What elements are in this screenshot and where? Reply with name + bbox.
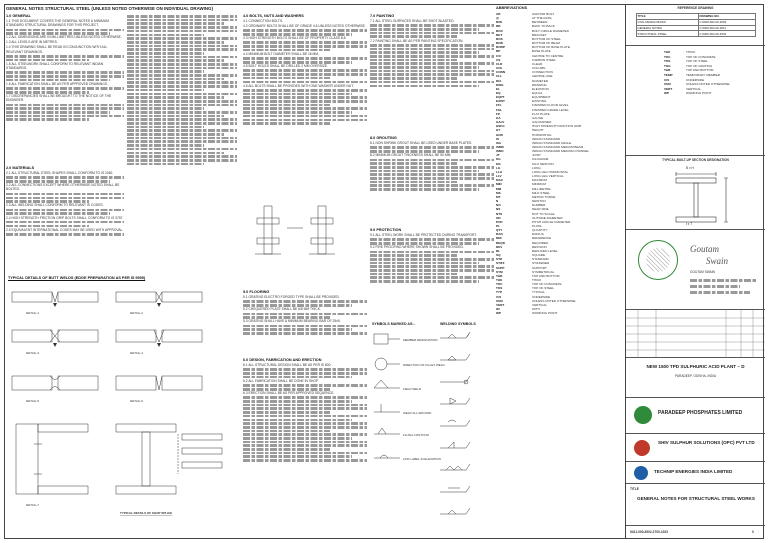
- abbreviation-value: HIGH STRENGTH FRICTION GRIP: [532, 124, 582, 129]
- note-line: 4.1 CONNECTION BOLTS.: [243, 19, 284, 23]
- abbreviation-key: PL: [496, 223, 500, 228]
- abbreviation-key: BOS: [496, 36, 503, 41]
- abbreviation-value: FINISHED FLOOR LEVEL: [532, 103, 569, 108]
- abbreviation-key: HOR: [496, 132, 503, 137]
- note-line: 1.2 ALL DIMENSIONS ARE IN MILLIMETRES UNLESS NOTED OTHERWISE.: [6, 35, 122, 40]
- abbreviation-key: MS: [496, 190, 501, 195]
- butt-weld-details-drawing: [6, 284, 246, 534]
- abbreviations-title: ABBREVIATIONS: [496, 6, 528, 10]
- abbreviation-value: BOTTOM OF BEAM: [532, 41, 560, 46]
- abbreviation-value: AT THE RATE: [532, 16, 552, 21]
- reference-table: [636, 13, 756, 37]
- note-line: 4.6 ALL BOLTS SHALL BE PROVIDED WITH ONE WASHER UNDER NUT.: [243, 83, 354, 88]
- note-line: 1.4 THIS DRAWING SHALL BE READ IN CONJUNCTION WITH ALL RELEVANT DRAWINGS.: [6, 45, 108, 54]
- note-line: 1.5 ALL STEELWORK SHALL CONFORM TO RELEVANT INDIAN STANDARDS.: [6, 61, 104, 71]
- note-line: 1.6 ALL FABRICATION SHALL BE AS PER APPROVED DRAWINGS.: [6, 81, 108, 86]
- abbreviation-key: ISMB: [496, 145, 504, 149]
- weld-symbol-drawings: [370, 330, 494, 530]
- note-line: 4.3 HIGH STRENGTH BOLTS SHALL BE OF PROPERTY CLASS 8.8.: [243, 36, 347, 41]
- weld-symbols-legend: [370, 322, 494, 536]
- builtup-section-sketch: [646, 172, 746, 228]
- legend-value: TOP OF STEEL: [686, 59, 709, 64]
- note-line: 2.3 ALL WELDING SHALL CONFORM TO RELEVANT IS CODES.: [6, 203, 104, 208]
- abbreviation-value: TOP OF CONCRETE: [532, 282, 562, 287]
- detail-label: DETAIL-3: [26, 351, 39, 355]
- symbol-label: WELD ALL AROUND: [403, 411, 432, 415]
- abbreviation-key: BB: [496, 24, 501, 29]
- legend-key: VERT: [664, 86, 673, 91]
- project-location: PARADEEP, ODISHA, INDIA: [675, 374, 716, 378]
- legend-value: WORKING POINT: [686, 91, 712, 96]
- abbreviation-key: KG: [496, 157, 501, 162]
- abbreviation-value: KILOGRAM: [532, 157, 549, 162]
- revision-number: 0: [752, 530, 754, 534]
- legend-value: TOP OF GRATING: [686, 63, 713, 68]
- abbreviation-value: METRIC TONNE: [532, 194, 556, 199]
- abbreviation-value: ELEVATION: [532, 86, 549, 91]
- abbreviation-value: MILLIMETRE: [532, 186, 551, 191]
- note-line: 2.5 EQUIVALENT INTERNATIONAL CODES MAY BE USED WITH APPROVAL.: [6, 227, 124, 232]
- note-line: 9.1 ALL STEEL WORK SHALL BE PROTECTED DURING TRANSPORT.: [370, 233, 477, 237]
- abbreviation-value: CLEAR: [532, 61, 543, 66]
- hatch-pattern: [646, 248, 670, 272]
- abbreviation-value: NEAR SIDE: [532, 207, 549, 212]
- abbreviation-key: LG: [496, 165, 501, 170]
- abbreviation-key: BKT: [496, 32, 503, 37]
- ref-cell: C:0000-002-00-2011: [698, 25, 755, 31]
- abbreviation-value: MAXIMUM: [532, 178, 547, 183]
- abbreviation-value: STIFFENER: [532, 261, 550, 266]
- technip-logo-icon: [634, 466, 648, 480]
- detail-label: DETAIL-7: [26, 503, 39, 507]
- abbreviation-value: NEWTON: [532, 199, 546, 204]
- company-box-3: [626, 462, 765, 484]
- abbreviation-value: PITCH CIRCLE DIAMETER: [532, 219, 571, 224]
- abbreviation-key: REF: [496, 236, 503, 241]
- project-title: NEW 1500 TPD SULPHURIC ACID PLANT – D: [646, 364, 745, 369]
- abbreviation-key: EL: [496, 86, 500, 91]
- legend-value: THICK: [686, 50, 696, 54]
- abbreviation-key: DWG: [496, 82, 504, 87]
- abbreviation-key: ISMC: [496, 149, 504, 154]
- drawing-title-label: TITLE: [630, 487, 639, 491]
- abbreviation-key: KN: [496, 161, 501, 166]
- reference-heading: REFERENCE DRAWING: [677, 6, 714, 10]
- section-legend-box: [626, 46, 765, 156]
- abbreviation-value: DRAWING: [532, 82, 547, 87]
- legend-key: TEMP: [664, 72, 673, 77]
- section-bolts: [243, 14, 367, 196]
- section-grouting: [370, 136, 494, 226]
- abbreviation-key: EQ: [496, 90, 501, 95]
- company-box-2: [626, 434, 765, 462]
- abbreviation-value: TOP OF STEEL: [532, 286, 555, 291]
- abbreviation-key: FGL: [496, 107, 503, 112]
- ref-cell: C:0000-002-00-2003: [698, 19, 755, 25]
- section-heading: 1.0 GENERAL: [6, 14, 31, 18]
- abbreviation-value: WORKING POINT: [532, 311, 558, 316]
- abbreviation-key: N: [496, 199, 499, 204]
- abbreviation-key: REV: [496, 244, 503, 249]
- abbreviation-key: B/W: [496, 20, 503, 25]
- legend-value: UNLESS NOTED OTHERWISE: [686, 82, 730, 87]
- abbreviations-list: [496, 6, 624, 538]
- abbreviation-key: UNO: [496, 298, 503, 303]
- abbreviation-value: THICK: [532, 278, 542, 282]
- note-line: 2.4 HIGH STRENGTH FRICTION GRIP BOLTS SHALL CONFORM TO IS 3757.: [6, 215, 124, 220]
- abbreviation-value: CONNECTION: [532, 70, 553, 75]
- note-line: 2.2 ALL CONNECTIONS EXCEPT WHERE OTHERWISE NOTED SHALL BE BOLTED.: [6, 183, 120, 192]
- note-line: 5.1 GRATING ELECTRO FORGED TYPE SHALL BE PROVIDED.: [243, 295, 340, 299]
- abbreviation-value: NOT TO SCALE: [532, 211, 555, 216]
- abbreviation-value: QUANTITY: [532, 228, 548, 233]
- detail-label: DETAIL-1: [26, 311, 39, 315]
- abbreviation-value: CENTRE LINE: [532, 74, 553, 79]
- table-row: [636, 31, 755, 37]
- ref-col-header: DRAWING NO.: [698, 14, 755, 20]
- legend-key: WP: [664, 91, 669, 96]
- note-line: 7.1 ALL STEEL SURFACES SHALL BE SHOT BLASTED.: [370, 19, 455, 23]
- legend-item: [664, 91, 754, 96]
- abbreviation-value: EQUAL: [532, 90, 543, 95]
- abbreviation-key: IS: [496, 136, 499, 141]
- abbreviation-key: @: [496, 16, 500, 21]
- abbreviation-key: GALV: [496, 120, 505, 125]
- symbols-title: SYMBOLS MARKED AS:-: [372, 322, 415, 326]
- note-line: 6.2 ALL FABRICATION SHALL BE DONE IN SHOP.: [243, 378, 319, 383]
- abbreviation-key: FP: [496, 111, 500, 116]
- abbreviation-value: BOTTOM OF BASE PLATE: [532, 45, 570, 50]
- abbreviation-value: TOP AND BOTTOM: [532, 273, 560, 278]
- abbreviation-value: BASE PLATE: [532, 49, 551, 54]
- bolt-sketch: [247, 198, 365, 288]
- abbreviation-value: EQUIPMENT: [532, 95, 551, 100]
- abbreviation-key: SUPP: [496, 265, 505, 270]
- client-signature-name: Goutam: [690, 244, 719, 254]
- abbreviation-key: U/S: [496, 294, 502, 299]
- abbreviation-value: REVISION: [532, 244, 547, 249]
- symbol-label: DIRECTION OF FILLET WELD: [403, 363, 445, 367]
- abbreviation-value: GALVANISED: [532, 120, 552, 125]
- legend-value: TOP OF CONCRETE: [686, 54, 716, 59]
- abbreviation-key: EQPT: [496, 95, 505, 100]
- legend-key: TOS: [664, 59, 671, 64]
- section-flooring: [243, 290, 367, 356]
- abbreviation-value: REFERENCE: [532, 236, 552, 241]
- abbreviation-value: STANDARD: [532, 257, 549, 262]
- legend-key: UNO: [664, 82, 671, 87]
- abbreviation-key: NO: [496, 203, 501, 208]
- revision-grid: [626, 310, 765, 358]
- legend-key: TOC: [664, 54, 671, 59]
- drawing-number-box: [626, 526, 765, 539]
- symbol-label: FIELD WELD: [403, 387, 422, 391]
- abbreviation-item: [496, 311, 624, 315]
- abbreviation-value: BACK TO BACK: [532, 24, 555, 29]
- section-legend-rows: [664, 50, 754, 96]
- abbreviation-value: EXISTING: [532, 99, 547, 104]
- section-protection: [370, 228, 494, 320]
- detail-label: DETAIL-5: [26, 399, 39, 403]
- note-line: 2.1 ALL STRUCTURAL STEEL SHAPES SHALL CONFORM TO IS 2062.: [6, 171, 114, 175]
- abbreviation-value: HEIGHT: [532, 128, 544, 133]
- abbreviation-value: BOTTOM OF STEEL: [532, 36, 561, 41]
- builtup-heading: TYPICAL BUILT-UP SECTION DESIGNATION: [662, 158, 729, 162]
- symbol-label: MEMBER DESIGNATION: [403, 338, 438, 342]
- revision-box: [626, 310, 765, 358]
- section-design: [243, 358, 367, 536]
- company-2-name: SHIV SULPHUR SOLUTIONS (OPC) PVT LTD: [658, 440, 755, 445]
- abbreviation-value: DIAMETER: [532, 78, 548, 83]
- abbreviation-value: CARBON STEEL: [532, 57, 556, 62]
- abbreviation-key: HSFG: [496, 124, 505, 129]
- abbreviation-value: PLATE: [532, 223, 542, 228]
- note-line: 7.2 PAINTING SHALL BE AS PER PAINTING SPECIFICATION.: [370, 38, 464, 43]
- company-1-name: PARADEEP PHOSPHATES LIMITED: [658, 410, 743, 416]
- company-box-1: [626, 398, 765, 434]
- legend-value: TOP AND BOTTOM: [686, 68, 714, 73]
- note-line: 6.1 ALL STRUCTURAL DESIGN SHALL BE AS PER IS 800.: [243, 363, 332, 367]
- abbreviation-key: CLL: [496, 74, 503, 79]
- note-line: 5.2 CHEQUERED PLATE SHALL BE 6/8 MM THICK.: [243, 307, 321, 312]
- abbreviation-value: BOLT CIRCLE DIAMETER: [532, 28, 569, 33]
- project-box: [626, 358, 765, 398]
- note-line: 1.1 THIS DOCUMENT COVERS THE GENERAL NOTES & MINIMUM STANDARD STRUCTURAL DRAWINGS FOR THIS PROJECT.: [6, 19, 109, 28]
- abbreviation-value: VERTICAL: [532, 302, 548, 307]
- shiv-logo-icon: [634, 440, 650, 456]
- abbreviation-key: SYM: [496, 269, 503, 274]
- abbreviations-rows: [496, 12, 624, 315]
- abbreviation-key: BCD: [496, 28, 503, 33]
- legend-key: T&B: [664, 68, 671, 73]
- note-line: 9.2 FIRE PROOFING WHERE SHOWN SHALL BE PROVIDED.: [370, 245, 464, 250]
- abbreviation-value: HORIZONTAL: [532, 132, 552, 137]
- abbreviation-key: ISA: [496, 140, 502, 145]
- ref-cell: C:0000-002-00-4502: [698, 31, 755, 37]
- abbreviation-value: GAUGE: [532, 115, 544, 120]
- note-line: 1.7 DISCREPANCIES SHALL BE BROUGHT TO THE NOTICE OF THE ENGINEER.: [6, 94, 112, 103]
- note-line: 8.2 MINIMUM GROUT THICKNESS SHALL BE 50 MM.: [370, 153, 452, 158]
- abbreviation-key: MM: [496, 186, 502, 191]
- abbreviation-key: WP: [496, 311, 501, 316]
- abbreviation-value: RADIUS: [532, 232, 544, 237]
- abbreviation-key: GA: [496, 115, 501, 120]
- section-heading: 8.0 GROUTING: [370, 136, 397, 140]
- abbreviation-value: INDIAN STANDARD MEDIUM BEAM: [532, 145, 584, 149]
- weld-symbols-title: WELDING SYMBOLS: [440, 322, 476, 326]
- abbreviation-key: FFL: [496, 103, 502, 108]
- ref-cell: CIVIL DESIGN BASIS: [636, 19, 698, 25]
- ref-col-header: TITLE: [636, 14, 698, 20]
- note-line: 5.3 GRATING SHALL HAVE A MINIMUM BEARING BAR OF 25x5.: [243, 319, 341, 324]
- abbreviation-value: JOINT: [532, 153, 541, 158]
- section-painting: [370, 14, 494, 134]
- paradeep-logo-icon: [634, 406, 652, 424]
- client-box: [626, 230, 765, 310]
- abbreviation-value: LONG: [532, 165, 541, 170]
- abbreviation-key: TOS: [496, 286, 503, 291]
- abbreviation-value: SYMMETRICAL: [532, 269, 555, 274]
- abbreviation-key: W/: [496, 307, 500, 312]
- builtup-dimension-bottom: t x T: [686, 222, 693, 226]
- section-heading: 2.0 MATERIALS: [6, 166, 35, 170]
- abbreviation-value: MILD STEEL: [532, 190, 551, 195]
- abbreviation-value: BETWEEN: [532, 20, 548, 25]
- note-line: 4.2 ORDINARY BOLTS SHALL BE OF GRADE 4.6 UNLESS NOTED OTHERWISE.: [243, 23, 366, 28]
- abbreviation-key: NTS: [496, 211, 503, 216]
- abbreviation-value: KILO NEWTON: [532, 161, 554, 166]
- section-materials: [6, 166, 124, 272]
- abbreviation-key: STIFF: [496, 261, 505, 266]
- abbreviation-key: LLV: [496, 174, 502, 179]
- abbreviation-key: JT: [496, 153, 500, 158]
- legend-value: TEMPORARY MEMBER: [686, 72, 720, 77]
- note-line: 4.4 MINIMUM BOLT DIAMETER SHALL BE 16 MM.: [243, 51, 319, 56]
- client-signature-name2: Swain: [706, 256, 729, 266]
- abbreviation-key: MIN: [496, 182, 502, 187]
- abbreviation-value: ANCHOR BOLT: [532, 12, 555, 16]
- ref-cell: STRUCTURAL STEEL: [636, 31, 698, 37]
- weld-details-caption: TYPICAL DETAILS OF BUTT WELDS (EDGE PREPARATION AS PER IS 9595): [8, 276, 146, 280]
- abbreviation-key: CS: [496, 57, 501, 62]
- abbreviation-key: PCD: [496, 219, 503, 224]
- abbreviation-value: MINIMUM: [532, 182, 546, 187]
- abbreviation-value: INDIAN STANDARD MEDIUM CHANNEL: [532, 149, 590, 154]
- legend-key: U/S: [664, 77, 670, 82]
- abbreviation-key: T&B: [496, 273, 503, 278]
- abbreviation-key: EXIST: [496, 99, 505, 104]
- abbreviation-key: MT: [496, 194, 501, 199]
- abbreviation-key: VERT: [496, 302, 505, 307]
- section-heading: 6.0 DESIGN, FABRICATION AND ERECTION: [243, 358, 322, 362]
- abbreviation-key: THK: [496, 278, 503, 282]
- abbreviation-key: HT: [496, 128, 501, 133]
- builtup-dimension-top: B x H: [686, 166, 694, 170]
- client-sub: GOUTAM SWAIN: [690, 270, 715, 274]
- legend-value: VERTICAL: [686, 86, 702, 91]
- abbreviation-value: FINISHED GRADE LEVEL: [532, 107, 569, 112]
- reference-drawing-box: [626, 4, 765, 46]
- symbol-label: LINK LABEL IN ELEVATION: [403, 457, 441, 461]
- abbreviation-value: REDUCED LEVEL: [532, 248, 558, 253]
- note-line: 1.3 ALL LEVELS ARE IN METRES.: [6, 40, 58, 45]
- abbreviation-value: LONG LEG HORIZONTAL: [532, 169, 569, 174]
- abbreviation-key: LLH: [496, 169, 503, 174]
- abbreviation-value: REQUIRED: [532, 240, 549, 245]
- title-block: [625, 4, 764, 539]
- abbreviation-key: AB: [496, 12, 501, 16]
- abbreviation-key: RAD: [496, 232, 503, 237]
- note-line: 8.1 NON SHRINK GROUT SHALL BE USED UNDER BASE PLATES.: [370, 141, 473, 145]
- abbreviation-key: STD: [496, 257, 503, 262]
- abbreviation-value: LONG LEG VERTICAL: [532, 174, 564, 179]
- section-heading: 9.0 PROTECTION: [370, 228, 402, 232]
- abbreviation-key: DIA: [496, 78, 502, 83]
- abbreviation-key: TOC: [496, 282, 503, 287]
- sheet-title: GENERAL NOTES STRUCTURAL STEEL (UNLESS NOTED OTHERWISE ON INDIVIDUAL DRAWING): [6, 6, 213, 11]
- note-line: 4.5 BOLT HOLES SHALL BE DRILLED 2 MM OVERSIZE.: [243, 64, 328, 69]
- note-line: 6.3 ERECTION SHALL BE AS PER APPROVED SEQUENCE.: [243, 391, 335, 396]
- abbreviation-key: REQD: [496, 240, 505, 245]
- section-general: [6, 14, 124, 164]
- abbreviation-value: FLAT PLATE: [532, 111, 550, 116]
- abbreviation-key: CONN: [496, 70, 506, 75]
- abbreviation-key: CLR: [496, 61, 503, 66]
- section-general-cont: [127, 14, 237, 272]
- abbreviation-value: CENTRE TO CENTRE: [532, 53, 564, 58]
- detail-label: DETAIL-6: [130, 399, 143, 403]
- abbreviation-value: UNLESS NOTED OTHERWISE: [532, 298, 576, 303]
- abbreviation-value: TYPICAL: [532, 290, 545, 295]
- abbreviation-value: OUTSIDE DIAMETER: [532, 215, 563, 220]
- abbreviation-value: INDIAN STANDARD: [532, 136, 561, 141]
- shop-splice-caption: TYPICAL DETAILS OF SHOP SPLICE: [120, 511, 173, 515]
- abbreviation-key: C/C: [496, 53, 502, 58]
- abbreviation-key: OD: [496, 215, 501, 220]
- drawing-number: 5421-000-4502-2700-1023: [630, 530, 668, 534]
- abbreviation-key: BOBP: [496, 45, 505, 50]
- abbreviation-value: BRACKET: [532, 32, 547, 37]
- company-3-name: TECHNIP ENERGIES INDIA LIMITED: [654, 469, 733, 474]
- abbreviation-value: NUMBER: [532, 203, 546, 208]
- abbreviation-key: COL: [496, 66, 503, 71]
- legend-key: THK: [664, 50, 671, 54]
- drawing-title: GENERAL NOTES FOR STRUCTURAL STEEL WORKS: [637, 496, 755, 501]
- abbreviation-key: TYP: [496, 290, 503, 295]
- abbreviation-value: SQUARE: [532, 253, 546, 258]
- abbreviation-key: SQ: [496, 253, 501, 258]
- symbol-label: FLUSH CONTOUR: [403, 433, 429, 437]
- abbreviation-key: MAX: [496, 178, 503, 183]
- section-heading: 5.0 FLOORING: [243, 290, 270, 294]
- detail-label: DETAIL-4: [130, 351, 143, 355]
- abbreviation-value: COLUMN: [532, 66, 546, 71]
- section-heading: 4.0 BOLTS, NUTS AND WASHERS: [243, 14, 304, 18]
- legend-value: UNDERSIDE: [686, 77, 705, 82]
- section-heading: 7.0 PAINTING: [370, 14, 395, 18]
- abbreviation-value: UNDERSIDE: [532, 294, 551, 299]
- abbreviation-value: WITH: [532, 307, 540, 312]
- drawing-title-box: [626, 484, 765, 526]
- abbreviation-key: QTY: [496, 228, 503, 233]
- abbreviation-value: INDIAN STANDARD ANGLE: [532, 140, 572, 145]
- abbreviation-key: NS: [496, 207, 501, 212]
- abbreviation-key: RL: [496, 248, 501, 253]
- abbreviation-key: BOB: [496, 41, 503, 46]
- builtup-section-box: [626, 156, 765, 230]
- abbreviation-key: BP: [496, 49, 501, 54]
- ref-cell: GENERAL NOTES: [636, 25, 698, 31]
- legend-key: TOG: [664, 63, 671, 68]
- abbreviation-value: SUPPORT: [532, 265, 547, 270]
- detail-label: DETAIL-2: [130, 311, 143, 315]
